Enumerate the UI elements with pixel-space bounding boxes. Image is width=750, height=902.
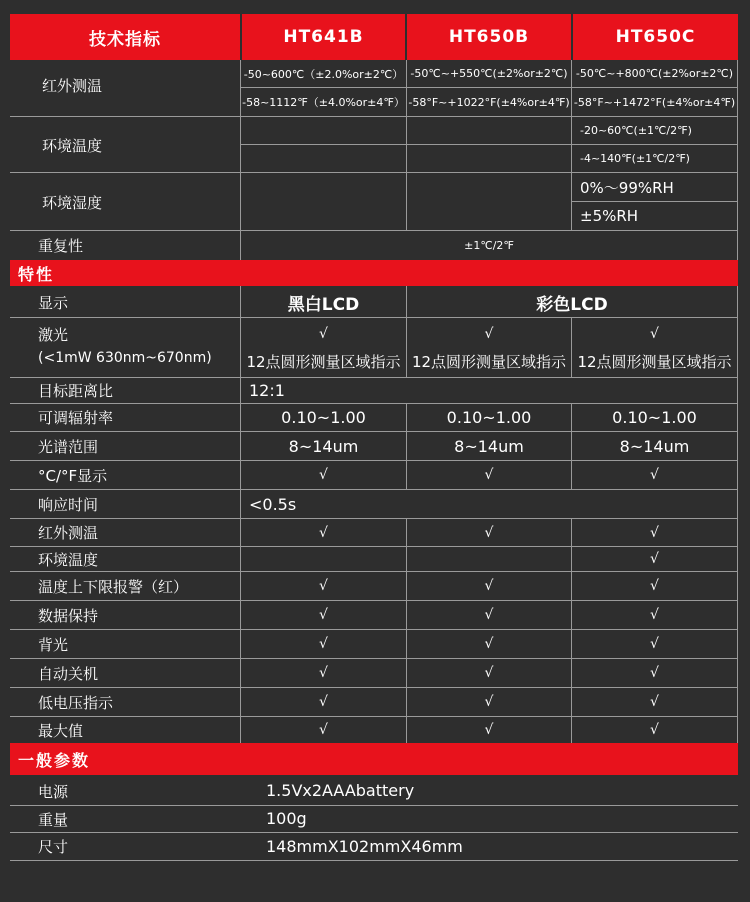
- feat-hold-ht650b: √: [484, 607, 494, 623]
- emissivity-ht641b: 0.10~1.00: [281, 408, 366, 427]
- power-label: 电源: [38, 783, 69, 801]
- feat-lowbatt-label: 低电压指示: [38, 693, 114, 712]
- header-ht641b: HT641B: [242, 14, 405, 60]
- feat-autooff-ht650b: √: [484, 665, 494, 681]
- feat-lowbatt-ht650c: √: [650, 694, 659, 710]
- repeatability-label: 重复性: [38, 236, 84, 255]
- humidity-label: 环境湿度: [42, 193, 103, 212]
- distance-ratio-label: 目标距离比: [38, 382, 114, 400]
- weight-label: 重量: [38, 810, 69, 829]
- feat-max-ht641b: √: [319, 722, 328, 738]
- feat-backlight-ht641b: √: [319, 636, 328, 652]
- ir-ht641b-celsius: -50~600℃（±2.0%or±2℃）: [243, 67, 404, 81]
- size-value: 148mmX102mmX46mm: [266, 836, 463, 856]
- size-label: 尺寸: [38, 838, 69, 856]
- laser-desc-ht650c: 12点圆形测量区域指示: [577, 352, 732, 371]
- feat-hold-ht650c: √: [650, 607, 659, 623]
- display-label: 显示: [38, 293, 69, 312]
- spectrum-ht641b: 8~14um: [288, 436, 359, 456]
- spectrum-ht650c: 8~14um: [619, 436, 690, 456]
- laser-desc-ht641b: 12点圆形测量区域指示: [246, 352, 401, 371]
- feat-hold-label: 数据保持: [38, 606, 99, 625]
- unit-check-ht641b: √: [319, 467, 328, 483]
- feat-max-label: 最大值: [38, 721, 84, 740]
- section-features: 特性: [10, 260, 738, 286]
- feat-alarm-label: 温度上下限报警（红）: [38, 577, 189, 596]
- emissivity-ht650b: 0.10~1.00: [446, 408, 532, 427]
- display-bw: 黑白LCD: [287, 294, 360, 315]
- feat-backlight-ht650b: √: [484, 636, 494, 652]
- power-value: 1.5Vx2AAAbattery: [266, 780, 415, 800]
- laser-check-ht650b: √: [484, 326, 494, 342]
- laser-check-ht641b: √: [319, 326, 328, 342]
- unit-display-label: °C/°F显示: [38, 466, 108, 485]
- feat-alarm-ht650c: √: [650, 578, 659, 594]
- feat-autooff-ht641b: √: [319, 665, 328, 681]
- feat-max-ht650b: √: [484, 722, 494, 738]
- ir-ht650c-celsius: -50℃~+800℃(±2%or±2℃): [575, 67, 734, 80]
- ir-ht650b-fahrenheit: -58°F~+1022°F(±4%or±4℉): [408, 95, 570, 109]
- unit-check-ht650c: √: [650, 467, 659, 483]
- feat-ir-label: 红外测温: [38, 524, 99, 542]
- ambient-temp-fahrenheit: -4~140℉(±1℃/2℉): [580, 152, 690, 165]
- display-color: 彩色LCD: [536, 294, 608, 315]
- laser-label: 激光: [38, 325, 69, 344]
- laser-spec-label: (<1mW 630nm~670nm): [38, 350, 212, 366]
- emissivity-label: 可调辐射率: [38, 409, 114, 427]
- feat-alarm-ht641b: √: [319, 578, 328, 594]
- feat-lowbatt-ht641b: √: [319, 694, 328, 710]
- unit-check-ht650b: √: [484, 467, 494, 483]
- ambient-temp-label: 环境温度: [42, 136, 103, 155]
- feat-autooff-label: 自动关机: [38, 664, 99, 683]
- distance-ratio-value: 12:1: [249, 381, 285, 400]
- feat-ir-ht641b: √: [319, 524, 328, 541]
- emissivity-ht650c: 0.10~1.00: [612, 408, 697, 427]
- weight-value: 100g: [266, 808, 307, 828]
- ir-ht650c-fahrenheit: -58°F~+1472°F(±4%or±4℉): [573, 95, 736, 109]
- feat-autooff-ht650c: √: [650, 665, 659, 681]
- section-general: 一般参数: [10, 743, 738, 775]
- header-ht650b: HT650B: [407, 14, 571, 60]
- feat-ir-ht650b: √: [484, 524, 494, 541]
- feat-alarm-ht650b: √: [484, 578, 494, 594]
- spectrum-ht650b: 8~14um: [454, 436, 524, 456]
- ir-temp-label: 红外测温: [42, 76, 103, 95]
- feat-max-ht650c: √: [650, 722, 659, 738]
- feat-backlight-label: 背光: [38, 635, 69, 654]
- feat-backlight-ht650c: √: [650, 636, 659, 652]
- ir-ht641b-fahrenheit: -58~1112℉（±4.0%or±4℉）: [242, 96, 405, 109]
- feat-hold-ht641b: √: [319, 607, 328, 623]
- ir-ht650b-celsius: -50℃~+550℃(±2%or±2℃): [410, 67, 568, 80]
- header-ht650c: HT650C: [573, 14, 738, 60]
- ambient-temp-celsius: -20~60℃(±1℃/2℉): [580, 124, 692, 137]
- response-time-label: 响应时间: [38, 495, 99, 514]
- laser-desc-ht650b: 12点圆形测量区域指示: [411, 352, 567, 371]
- laser-check-ht650c: √: [650, 326, 659, 342]
- feat-lowbatt-ht650b: √: [484, 694, 494, 710]
- humidity-range: 0%～99%RH: [580, 178, 674, 197]
- header-spec: 技术指标: [10, 14, 240, 60]
- spectrum-label: 光谱范围: [38, 437, 99, 456]
- response-time-value: <0.5s: [249, 494, 297, 514]
- humidity-accuracy: ±5%RH: [580, 207, 639, 225]
- repeatability-value: ±1℃/2℉: [464, 238, 514, 252]
- feat-ambient-ht650c: √: [650, 551, 659, 567]
- feat-ir-ht650c: √: [650, 524, 659, 541]
- feat-ambient-label: 环境温度: [38, 550, 99, 569]
